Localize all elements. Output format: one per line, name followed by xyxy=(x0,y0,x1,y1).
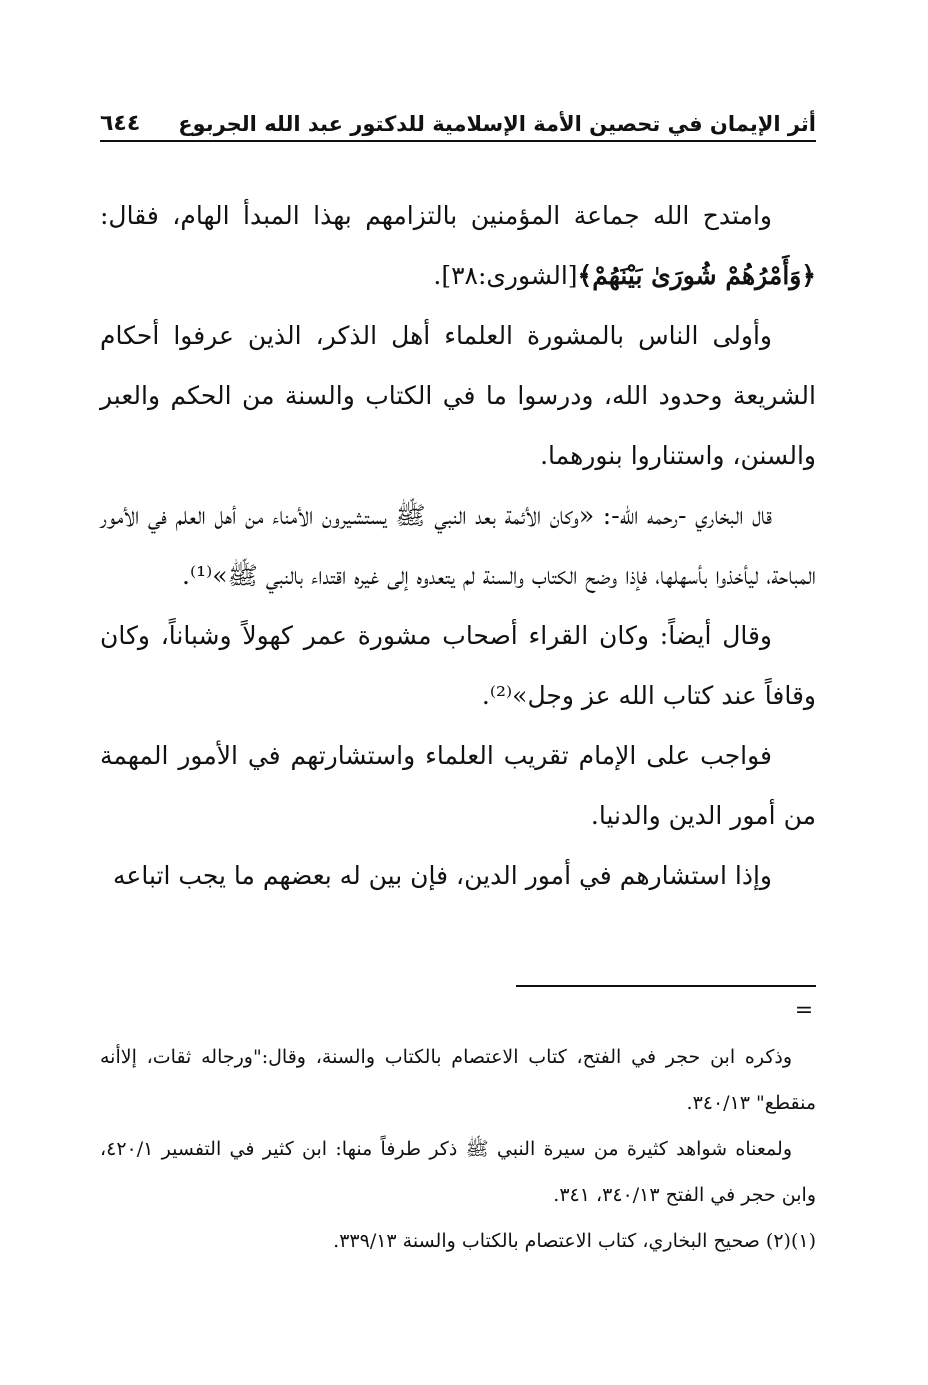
paragraph-2: وأولى الناس بالمشورة العلماء أهل الذكر، الذين عرفوا أحكام الشريعة وحدود الله، ودرسوا ما في الكتاب والسنة من الحكم والعبر والسنن، واستناروا بنورهما. xyxy=(100,321,816,470)
paragraph-5: فواجب على الإمام تقريب العلماء واستشارتهم في الأمور المهمة من أمور الدين والدنيا. xyxy=(100,741,816,830)
paragraph-4: وقال أيضاً: وكان القراء أصحاب مشورة عمر كهولاً وشباناً، وكان وقافاً عند كتاب الله عز وجل»⁽²⁾. xyxy=(100,621,816,710)
paragraph-3: قال البخاري -رحمه الله-: «وكان الأئمة بعد النبي ﷺ يستشيرون الأمناء من أهل العلم في الأمور المباحة، ليأخذوا بأسهلها، فإذا وضح الكتاب والسنة لم يتعدوه إلى غيره اقتداء بالنبي ﷺ»⁽¹⁾. xyxy=(100,501,816,590)
footnotes xyxy=(100,1034,816,1264)
paragraph-6: وإذا استشارهم في أمور الدين، فإن بين له بعضهم ما يجب اتباعه xyxy=(113,861,772,890)
footnote-item: ولمعناه شواهد كثيرة من سيرة النبي ﷺ ذكر طرفاً منها: ابن كثير في التفسير ٤٢٠/١، وابن حجر في الفتح ٣٤٠/١٣، ٣٤١. xyxy=(100,1138,816,1206)
paragraph-1-text: وامتدح الله جماعة المؤمنين بالتزامهم بهذا المبدأ الهام، فقال: xyxy=(100,201,772,230)
page-number: ٦٤٤ xyxy=(100,111,141,136)
verse-reference: [الشورى:٣٨]. xyxy=(433,261,578,290)
footnote-item: (١)(٢) صحيح البخاري، كتاب الاعتصام بالكتاب والسنة ٣٣٩/١٣. xyxy=(333,1230,816,1252)
header-title: أثر الإيمان في تحصين الأمة الإسلامية للدكتور عبد الله الجربوع xyxy=(178,112,816,136)
footnote-divider xyxy=(516,985,816,987)
paragraph-1 xyxy=(100,186,816,306)
running-header xyxy=(100,96,816,136)
header-divider xyxy=(100,140,816,142)
footnote-continuation-marker: = xyxy=(794,998,814,1023)
quran-verse: ﴿وَأَمْرُهُمْ شُورَىٰ بَيْنَهُمْ﴾ xyxy=(577,261,816,290)
main-text xyxy=(100,186,816,906)
footnote-item: وذكره ابن حجر في الفتح، كتاب الاعتصام بالكتاب والسنة، وقال:"ورجاله ثقات، إلاأنه منقطع" ٣٤٠/١٣. xyxy=(100,1046,816,1114)
